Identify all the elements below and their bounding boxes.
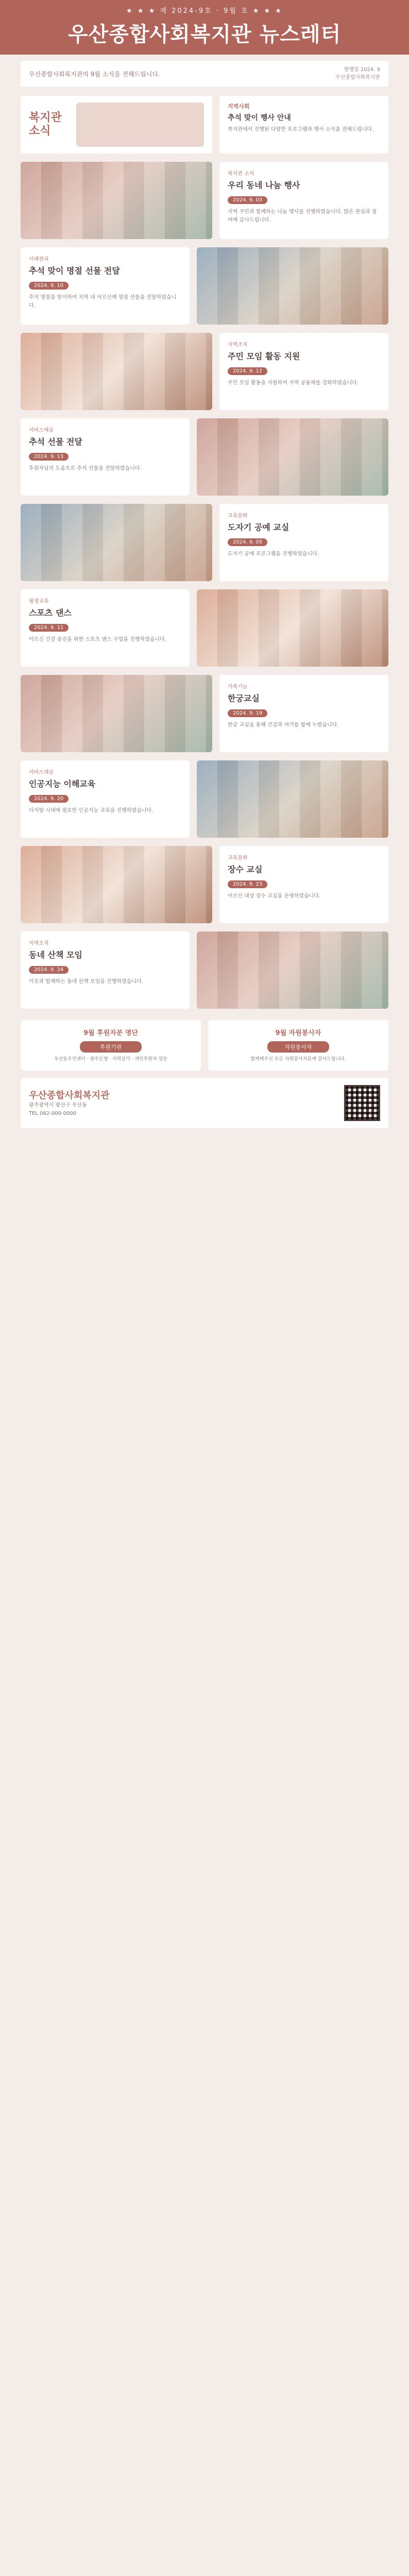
photo-texture bbox=[197, 931, 388, 1009]
article-kicker: 복지관 소식 bbox=[228, 171, 254, 177]
article-body: 추석 명절을 맞이하여 지역 내 어르신께 명절 선물을 전달하였습니다. bbox=[29, 295, 177, 309]
qr-code-icon[interactable] bbox=[344, 1085, 380, 1121]
article-photo bbox=[197, 247, 388, 325]
article-photo bbox=[197, 589, 388, 667]
article-title: 동네 산책 모임 bbox=[29, 950, 82, 960]
article-title: 도자기 공예 교실 bbox=[228, 522, 289, 532]
banner-illustration bbox=[76, 103, 204, 147]
newsletter-page bbox=[0, 0, 409, 1128]
article-kicker: 가족기능 bbox=[228, 684, 248, 690]
photo-texture bbox=[21, 333, 212, 410]
photo-texture bbox=[21, 675, 212, 752]
article-card bbox=[21, 931, 190, 1009]
volunteer-pill: 자원봉사자 bbox=[267, 1041, 329, 1053]
article-date: 2024. 9. 23 bbox=[228, 880, 267, 888]
article-card bbox=[21, 589, 190, 667]
photo-texture bbox=[197, 247, 388, 325]
article-body: 한궁 교실을 통해 건강과 여가를 함께 누렸습니다. bbox=[228, 722, 339, 728]
article-date: 2024. 9. 12 bbox=[228, 367, 267, 375]
article-date: 2024. 9. 20 bbox=[29, 795, 69, 803]
footer-bar bbox=[21, 1078, 388, 1128]
article-list bbox=[0, 162, 409, 1009]
issue-line: ★ ★ ★ 제 2024-9호 · 9월 호 ★ ★ ★ bbox=[126, 7, 283, 15]
banner-kicker: 지역사회 bbox=[228, 103, 250, 110]
page-title: 우산종합사회복지관 뉴스레터 bbox=[67, 23, 342, 46]
article-body: 도자기 공예 프로그램을 진행하였습니다. bbox=[228, 551, 319, 557]
article-kicker: 지역조직 bbox=[29, 941, 49, 946]
footer-org-block bbox=[29, 1088, 110, 1118]
article-body: 후원자님의 도움으로 추석 선물을 전달하였습니다. bbox=[29, 466, 142, 471]
article-photo bbox=[21, 846, 212, 923]
article-card bbox=[21, 247, 190, 325]
article-kicker: 교육문화 bbox=[228, 513, 248, 519]
donor-title: 9월 후원자분 명단 bbox=[83, 1029, 138, 1037]
article-photo bbox=[21, 162, 212, 239]
footer-address: 광주광역시 광산구 우산동 bbox=[29, 1103, 87, 1109]
photo-texture bbox=[21, 504, 212, 581]
banner-headline: 추석 맞이 행사 안내 bbox=[228, 114, 291, 122]
article-card bbox=[219, 333, 388, 410]
article-row bbox=[21, 504, 388, 581]
article-card bbox=[21, 760, 190, 838]
article-photo bbox=[21, 675, 212, 752]
banner-right bbox=[219, 96, 388, 154]
article-body: 이웃과 함께하는 동네 산책 모임을 진행하였습니다. bbox=[29, 979, 143, 985]
article-kicker: 교육문화 bbox=[228, 855, 248, 861]
article-title: 스포츠 댄스 bbox=[29, 608, 72, 618]
article-date: 2024. 9. 24 bbox=[29, 966, 69, 974]
article-photo bbox=[197, 418, 388, 496]
article-title: 추석 맞이 명절 선물 전달 bbox=[29, 266, 120, 276]
article-photo bbox=[21, 504, 212, 581]
article-date: 2024. 9. 13 bbox=[29, 453, 69, 461]
donor-pill: 후원기관 bbox=[80, 1041, 142, 1053]
greeting-bar bbox=[21, 61, 388, 87]
article-row bbox=[21, 333, 388, 410]
article-title: 장수 교실 bbox=[228, 865, 263, 874]
photo-texture bbox=[21, 846, 212, 923]
article-date: 2024. 9. 11 bbox=[29, 624, 69, 632]
article-title: 우리 동네 나눔 행사 bbox=[228, 180, 300, 190]
greeting-text: 우산종합사회복지관의 9월 소식을 전해드립니다. bbox=[29, 70, 160, 78]
photo-texture bbox=[197, 418, 388, 496]
volunteer-names: 함께해주신 모든 자원봉사자분께 감사드립니다. bbox=[250, 1057, 346, 1062]
article-card bbox=[219, 504, 388, 581]
footer-lists bbox=[21, 1020, 388, 1071]
footer-org: 우산종합사회복지관 bbox=[29, 1090, 110, 1101]
article-photo bbox=[197, 760, 388, 838]
volunteer-title: 9월 자원봉사자 bbox=[275, 1029, 321, 1037]
newsletter-header bbox=[0, 0, 409, 55]
article-body: 어르신 대상 장수 교실을 운영하였습니다. bbox=[228, 893, 321, 899]
article-kicker: 지역조직 bbox=[228, 342, 248, 348]
article-row bbox=[21, 846, 388, 923]
article-title: 한궁교실 bbox=[228, 693, 260, 703]
article-body: 주민 모임 활동을 지원하여 지역 공동체를 강화하였습니다. bbox=[228, 380, 359, 386]
article-card bbox=[219, 162, 388, 239]
article-kicker: 서비스제공 bbox=[29, 770, 54, 775]
article-row bbox=[21, 418, 388, 496]
article-date: 2024. 9. 03 bbox=[228, 196, 267, 204]
article-row bbox=[21, 931, 388, 1009]
meta-date: 발행일 2024. 9 bbox=[344, 67, 380, 73]
article-row bbox=[21, 589, 388, 667]
meta-org: 우산종합사회복지관 bbox=[335, 75, 380, 80]
article-row bbox=[21, 760, 388, 838]
article-card bbox=[21, 418, 190, 496]
article-title: 추석 선물 전달 bbox=[29, 437, 82, 447]
article-card bbox=[219, 675, 388, 752]
photo-texture bbox=[21, 162, 212, 239]
donor-names: 우산동주민센터 · 광주은행 · 지역상가 · 개인후원자 일동 bbox=[54, 1057, 167, 1062]
article-card bbox=[219, 846, 388, 923]
photo-texture bbox=[197, 589, 388, 667]
article-photo bbox=[21, 333, 212, 410]
article-date: 2024. 9. 10 bbox=[29, 282, 69, 290]
section-banner bbox=[21, 96, 388, 154]
article-date: 2024. 9. 05 bbox=[228, 538, 267, 546]
article-date: 2024. 9. 19 bbox=[228, 709, 267, 717]
volunteer-box bbox=[208, 1020, 388, 1071]
photo-texture bbox=[197, 760, 388, 838]
article-body: 지역 주민과 함께하는 나눔 행사를 진행하였습니다. 많은 관심과 참여에 감사드립니다. bbox=[228, 209, 377, 223]
footer-tel: TEL 062-000-0000 bbox=[29, 1111, 77, 1117]
banner-title: 복지관 소식 bbox=[29, 111, 62, 138]
issue-meta bbox=[335, 66, 380, 81]
article-body: 어르신 건강 증진을 위한 스포츠 댄스 수업을 진행하였습니다. bbox=[29, 637, 166, 642]
article-kicker: 평생교육 bbox=[29, 599, 49, 604]
article-kicker: 서비스제공 bbox=[29, 428, 54, 433]
article-row bbox=[21, 675, 388, 752]
article-title: 인공지능 이해교육 bbox=[29, 779, 96, 789]
article-row bbox=[21, 162, 388, 239]
donor-box bbox=[21, 1020, 201, 1071]
article-row bbox=[21, 247, 388, 325]
article-photo bbox=[197, 931, 388, 1009]
article-kicker: 사례관리 bbox=[29, 257, 49, 262]
article-title: 주민 모임 활동 지원 bbox=[228, 351, 300, 361]
article-body: 디지털 시대에 필요한 인공지능 교육을 진행하였습니다. bbox=[29, 808, 154, 814]
banner-text: 복지관에서 진행된 다양한 프로그램과 행사 소식을 전해드립니다. bbox=[228, 127, 374, 132]
banner-left bbox=[21, 96, 212, 154]
